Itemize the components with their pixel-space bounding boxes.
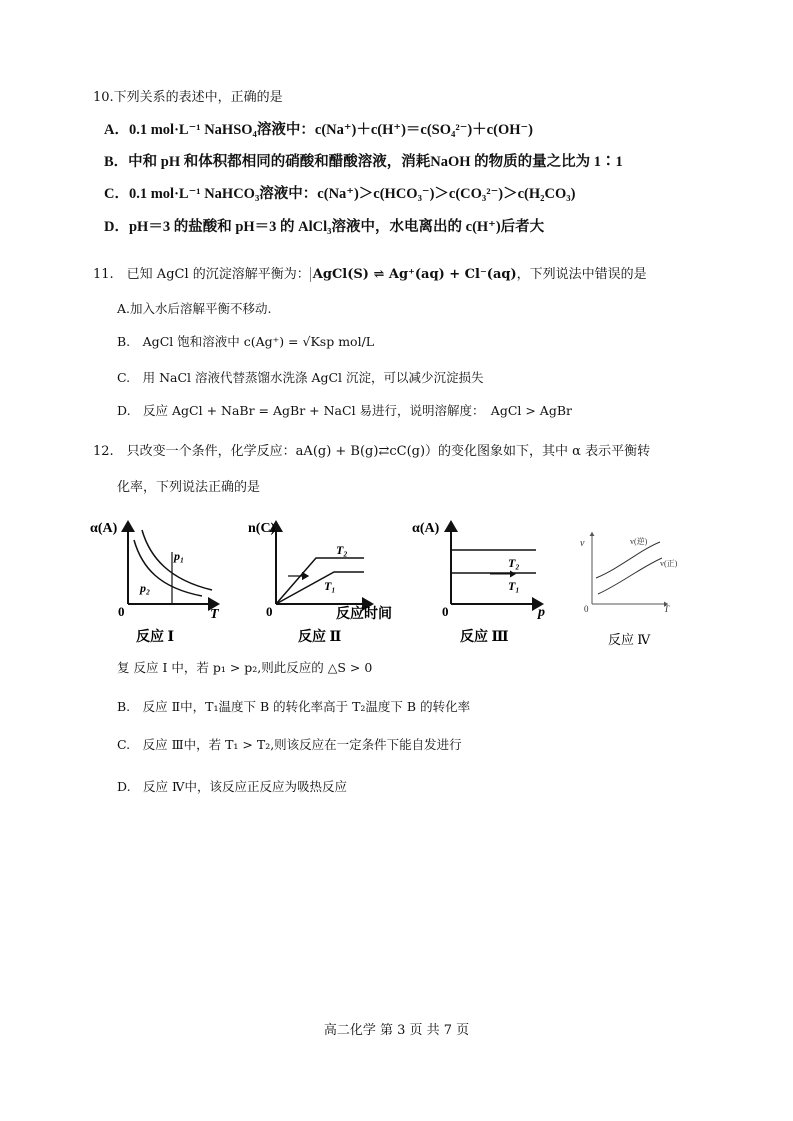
fig4-curve-fwd <box>598 558 662 594</box>
q12-stem-line1: 12. 只改变一个条件，化学反应：aA(g) + B(g)⇄cC(g)）的变化图象如下，其中 α 表示平衡转 <box>93 444 651 459</box>
q12-option-c: C. 反应 Ⅲ中，若 T₁ > T₂,则该反应在一定条件下能自发进行 <box>117 737 462 752</box>
q11-option-d: D. 反应 AgCl + NaBr = AgBr + NaCl 易进行，说明溶解度： AgCl > AgBr <box>117 403 572 418</box>
fig3-xlabel: p <box>538 605 545 620</box>
q11-stem <box>93 263 647 282</box>
fig3-origin: 0 <box>442 604 449 619</box>
q11-option-c: C. 用 NaCl 溶液代替蒸馏水洗涤 AgCl 沉淀，可以减少沉淀损失 <box>117 370 484 385</box>
fig2-xlabel: 反应时间 <box>336 607 392 622</box>
q10-option-a: A．0.1 mol·L⁻¹ NaHSO₄溶液中：c(Na⁺)＋c(H⁺)＝c(SO₄²⁻)＋c(OH⁻) <box>104 122 533 138</box>
fig2-origin: 0 <box>266 604 273 619</box>
q11-option-b: B. AgCl 饱和溶液中 c(Ag⁺) = √Ksp mol/L <box>117 334 375 349</box>
fig3-label-T1: T₁ <box>508 579 520 593</box>
fig2-label-T1: T₁ <box>324 579 336 593</box>
fig1-caption: 反应 Ⅰ <box>136 630 175 645</box>
q11-stem-prefix: 11. 已知 AgCl 的沉淀溶解平衡为： <box>93 267 310 282</box>
fig2-caption: 反应 Ⅱ <box>298 630 342 645</box>
fig3-caption: 反应 Ⅲ <box>460 630 509 645</box>
fig2-label-T2: T₂ <box>336 543 348 557</box>
fig1-origin: 0 <box>118 604 125 619</box>
fig1-label-p2: p₂ <box>140 581 151 595</box>
fig1-ylabel: α(A) <box>90 521 118 536</box>
q12-option-a: 复 反应 Ⅰ 中，若 p₁ > p₂,则此反应的 △S > 0 <box>117 660 373 675</box>
q11-stem-suffix: ，下列说法中错误的是 <box>516 267 647 282</box>
q10-option-b: B．中和 pH 和体积都相同的硝酸和醋酸溶液，消耗NaOH 的物质的量之比为 1∶1 <box>104 154 623 170</box>
fig4-ylabel: v <box>580 538 585 549</box>
q11-equation: AgCl(S) ⇌ Ag⁺(aq) + Cl⁻(aq) <box>310 267 517 282</box>
q10-option-d: D．pH＝3 的盐酸和 pH＝3 的 AlCl₃溶液中，水电离出的 c(H⁺)后者大 <box>104 219 545 235</box>
fig2-ylabel: n(C) <box>248 521 276 536</box>
figure-reaction-4 <box>580 532 678 647</box>
figure-reaction-2 <box>248 521 392 645</box>
q12-option-b: B. 反应 Ⅱ中，T₁温度下 B 的转化率高于 T₂温度下 B 的转化率 <box>117 699 471 714</box>
fig4-origin: 0 <box>584 604 589 614</box>
q10-stem: 10.下列关系的表述中，正确的是 <box>93 90 283 105</box>
q12-stem-line2: 化率，下列说法正确的是 <box>117 480 261 495</box>
fig4-xlabel: T <box>664 604 670 614</box>
fig3-label-T2: T₂ <box>508 556 520 570</box>
fig4-label-rev: v(逆) <box>630 537 648 546</box>
fig1-label-p1: p₁ <box>174 549 185 563</box>
q10-option-c: C．0.1 mol·L⁻¹ NaHCO₃溶液中：c(Na⁺)＞c(HCO₃⁻)＞c(CO₃²⁻)＞c(H₂CO₃) <box>104 186 576 202</box>
fig1-xlabel: T <box>210 607 219 622</box>
figure-reaction-1 <box>90 521 220 645</box>
q12-figures <box>90 518 710 658</box>
fig4-label-fwd: v(正) <box>660 559 678 568</box>
fig3-ylabel: α(A) <box>412 521 440 536</box>
page-footer: 高二化学 第 3 页 共 7 页 <box>323 1023 470 1038</box>
fig4-caption: 反应 Ⅳ <box>608 632 651 647</box>
fig4-curve-rev <box>596 542 660 578</box>
q12-option-d: D. 反应 Ⅳ中，该反应正反应为吸热反应 <box>117 779 348 794</box>
figure-reaction-3 <box>412 521 545 645</box>
q11-option-a: A.加入水后溶解平衡不移动. <box>117 301 272 316</box>
